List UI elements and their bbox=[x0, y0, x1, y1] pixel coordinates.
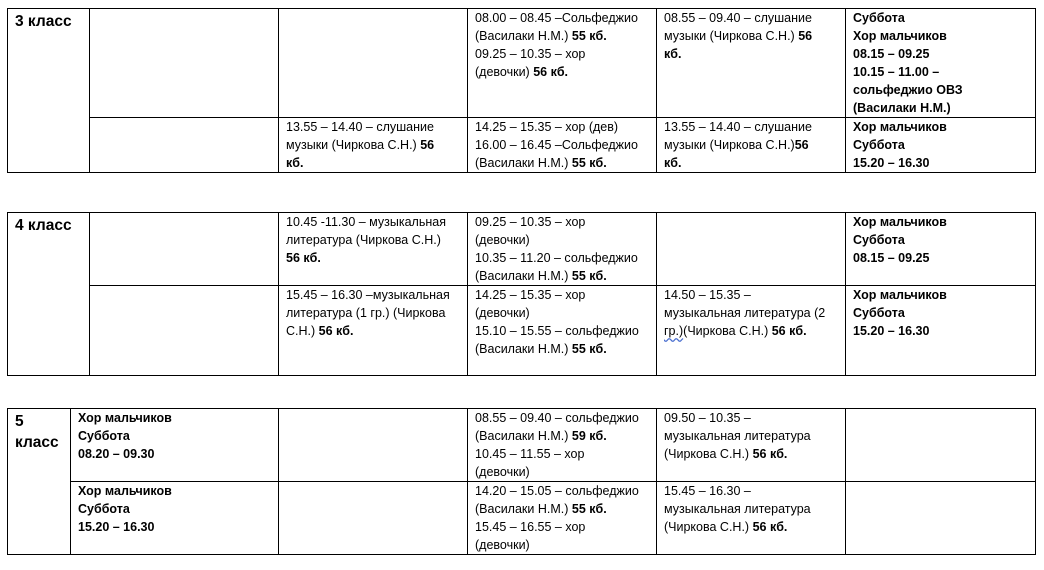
schedule-line bbox=[853, 154, 1031, 172]
room-label: Хор мальчиков bbox=[78, 411, 172, 425]
schedule-line bbox=[664, 9, 841, 27]
schedule-text: музыки (Чиркова С.Н.) bbox=[664, 29, 799, 43]
schedule-line bbox=[286, 231, 463, 249]
schedule-text: 08.00 – 08.45 –Сольфеджио bbox=[475, 11, 638, 25]
room-label: 15.20 – 16.30 bbox=[853, 324, 930, 338]
room-label: 56 bbox=[798, 29, 813, 43]
schedule-line bbox=[853, 304, 1031, 322]
schedule-line bbox=[286, 154, 463, 172]
schedule-text: (девочки) bbox=[475, 233, 530, 247]
room-label: Хор мальчиков bbox=[853, 288, 947, 302]
schedule-line bbox=[664, 427, 841, 445]
schedule-text: 09.25 – 10.35 – хор bbox=[475, 47, 586, 61]
schedule-text: 15.10 – 15.55 – сольфеджио bbox=[475, 324, 639, 338]
schedule-line bbox=[475, 463, 652, 481]
schedule-line bbox=[853, 9, 1031, 27]
room-label: сольфеджио ОВЗ bbox=[853, 83, 963, 97]
schedule-text: (Василаки Н.М.) bbox=[475, 502, 572, 516]
schedule-line bbox=[286, 118, 463, 136]
schedule-line bbox=[475, 231, 652, 249]
schedule-text: 10.45 -11.30 – музыкальная bbox=[286, 215, 446, 229]
room-label: 08.15 – 09.25 bbox=[853, 251, 930, 265]
schedule-cell bbox=[657, 9, 846, 118]
schedule-line bbox=[78, 500, 274, 518]
schedule-text: гр.) bbox=[664, 324, 684, 338]
room-label: 55 кб. bbox=[571, 342, 607, 356]
schedule-text: 09.25 – 10.35 – хор bbox=[475, 215, 586, 229]
room-label: кб. bbox=[664, 156, 682, 170]
room-label: Суббота bbox=[853, 11, 905, 25]
room-label: Суббота bbox=[853, 306, 905, 320]
schedule-cell bbox=[657, 118, 846, 173]
room-label: Суббота bbox=[78, 429, 130, 443]
grade-label bbox=[8, 213, 90, 376]
room-label: Суббота bbox=[853, 233, 905, 247]
schedule-table-grade-4 bbox=[7, 212, 1036, 376]
schedule-text: 13.55 – 14.40 – слушание bbox=[664, 120, 812, 134]
room-label: Хор мальчиков bbox=[853, 215, 947, 229]
room-label: 56 кб. bbox=[533, 65, 569, 79]
schedule-text: литература (Чиркова С.Н.) bbox=[286, 233, 441, 247]
schedule-cell bbox=[657, 213, 846, 286]
table-row bbox=[8, 118, 1036, 173]
schedule-text: (Василаки Н.М.) bbox=[475, 342, 572, 356]
schedule-cell bbox=[846, 482, 1036, 555]
grade-label bbox=[8, 9, 90, 173]
table-row bbox=[8, 213, 1036, 286]
schedule-line bbox=[286, 213, 463, 231]
schedule-line bbox=[853, 286, 1031, 304]
schedule-text: 08.55 – 09.40 – сольфеджио bbox=[475, 411, 639, 425]
schedule-line bbox=[475, 340, 652, 358]
schedule-line bbox=[78, 445, 274, 463]
room-label: 59 кб. bbox=[571, 429, 607, 443]
room-label: 56 кб. bbox=[752, 447, 788, 461]
room-label: 55 кб. bbox=[571, 269, 607, 283]
schedule-text: (девочки) bbox=[475, 538, 530, 552]
schedule-text: 10.45 – 11.55 – хор bbox=[475, 447, 585, 461]
schedule-text: (Василаки Н.М.) bbox=[475, 156, 572, 170]
schedule-text: (девочки) bbox=[475, 306, 530, 320]
schedule-text: 16.00 – 16.45 –Сольфеджио bbox=[475, 138, 638, 152]
schedule-line bbox=[475, 536, 652, 554]
schedule-line bbox=[475, 45, 652, 63]
schedule-line bbox=[475, 322, 652, 340]
table-row bbox=[8, 9, 1036, 118]
schedule-text: музыки (Чиркова С.Н.) bbox=[286, 138, 421, 152]
schedule-table-grade-3 bbox=[7, 8, 1036, 173]
schedule-cell bbox=[279, 9, 468, 118]
schedule-text: 15.45 – 16.30 – bbox=[664, 484, 751, 498]
schedule-line bbox=[853, 231, 1031, 249]
schedule-line bbox=[475, 304, 652, 322]
schedule-line bbox=[664, 154, 841, 172]
schedule-line bbox=[664, 304, 841, 322]
grade-label-line: 5 bbox=[15, 413, 24, 430]
schedule-line bbox=[475, 27, 652, 45]
room-label: Хор мальчиков bbox=[853, 120, 947, 134]
schedule-line bbox=[664, 482, 841, 500]
schedule-text: (Чиркова С.Н.) bbox=[664, 520, 753, 534]
schedule-text: (Чиркова С.Н.) bbox=[683, 324, 772, 338]
schedule-line bbox=[475, 445, 652, 463]
schedule-cell bbox=[90, 213, 279, 286]
schedule-text: (Василаки Н.М.) bbox=[475, 429, 572, 443]
room-label: 08.15 – 09.25 bbox=[853, 47, 930, 61]
schedule-line bbox=[475, 154, 652, 172]
schedule-text: (девочки) bbox=[475, 465, 530, 479]
schedule-cell bbox=[657, 286, 846, 376]
schedule-line bbox=[475, 286, 652, 304]
schedule-line bbox=[664, 409, 841, 427]
room-label: 56 кб. bbox=[318, 324, 354, 338]
schedule-line bbox=[78, 518, 274, 536]
room-label: Суббота bbox=[853, 138, 905, 152]
schedule-line bbox=[664, 286, 841, 304]
schedule-text: литература (1 гр.) (Чиркова bbox=[286, 306, 446, 320]
grade-label-line: 3 класс bbox=[15, 13, 72, 30]
schedule-text: 14.25 – 15.35 – хор (дев) bbox=[475, 120, 619, 134]
schedule-cell bbox=[71, 482, 279, 555]
schedule-cell bbox=[468, 482, 657, 555]
schedule-line bbox=[475, 482, 652, 500]
schedule-line bbox=[475, 409, 652, 427]
table-row bbox=[8, 409, 1036, 482]
schedule-line bbox=[664, 518, 841, 536]
room-label: 56 bbox=[420, 138, 435, 152]
room-label: 56 кб. bbox=[286, 251, 321, 265]
room-label: 15.20 – 16.30 bbox=[78, 520, 155, 534]
schedule-cell bbox=[90, 118, 279, 173]
schedule-line bbox=[475, 213, 652, 231]
table-row bbox=[8, 482, 1036, 555]
schedule-line bbox=[475, 136, 652, 154]
schedule-cell bbox=[468, 409, 657, 482]
schedule-line bbox=[78, 427, 274, 445]
schedule-line bbox=[853, 322, 1031, 340]
schedule-line bbox=[853, 45, 1031, 63]
schedule-cell bbox=[279, 213, 468, 286]
schedule-line bbox=[853, 63, 1031, 81]
schedule-text: 14.25 – 15.35 – хор bbox=[475, 288, 586, 302]
room-label: 56 bbox=[794, 138, 809, 152]
schedule-cell bbox=[468, 9, 657, 118]
table-row bbox=[8, 286, 1036, 376]
schedule-line bbox=[664, 500, 841, 518]
schedule-line bbox=[286, 304, 463, 322]
schedule-line bbox=[853, 81, 1031, 99]
schedule-text: 09.50 – 10.35 – bbox=[664, 411, 751, 425]
schedule-line bbox=[853, 136, 1031, 154]
schedule-text: 14.20 – 15.05 – сольфеджио bbox=[475, 484, 639, 498]
schedule-cell bbox=[90, 9, 279, 118]
schedule-text: 08.55 – 09.40 – слушание bbox=[664, 11, 812, 25]
schedule-line bbox=[664, 118, 841, 136]
schedule-text: (девочки) bbox=[475, 65, 534, 79]
room-label: 15.20 – 16.30 bbox=[853, 156, 930, 170]
room-label: 10.15 – 11.00 – bbox=[853, 65, 940, 79]
schedule-line bbox=[853, 99, 1031, 117]
schedule-line bbox=[475, 249, 652, 267]
schedule-line bbox=[286, 286, 463, 304]
schedule-line bbox=[475, 9, 652, 27]
schedule-line bbox=[286, 136, 463, 154]
schedule-line bbox=[475, 500, 652, 518]
schedule-text: 15.45 – 16.55 – хор bbox=[475, 520, 586, 534]
schedule-cell bbox=[657, 482, 846, 555]
schedule-line bbox=[664, 445, 841, 463]
schedule-line bbox=[78, 409, 274, 427]
schedule-text: 14.50 – 15.35 – bbox=[664, 288, 751, 302]
room-label: 56 кб. bbox=[752, 520, 788, 534]
schedule-text: 13.55 – 14.40 – слушание bbox=[286, 120, 434, 134]
room-label: 55 кб. bbox=[571, 29, 607, 43]
schedule-cell bbox=[279, 409, 468, 482]
schedule-line bbox=[853, 27, 1031, 45]
schedule-cell bbox=[279, 118, 468, 173]
schedule-text: музыки (Чиркова С.Н.) bbox=[664, 138, 795, 152]
room-label: Хор мальчиков bbox=[78, 484, 172, 498]
room-label: Суббота bbox=[78, 502, 130, 516]
schedule-line bbox=[853, 249, 1031, 267]
room-label: (Василаки Н.М.) bbox=[853, 101, 951, 115]
schedule-line bbox=[664, 136, 841, 154]
schedule-line bbox=[853, 118, 1031, 136]
room-label: 55 кб. bbox=[571, 502, 607, 516]
schedule-text: 15.45 – 16.30 –музыкальная bbox=[286, 288, 450, 302]
schedule-line bbox=[78, 482, 274, 500]
schedule-cell bbox=[846, 9, 1036, 118]
schedule-table-grade-5 bbox=[7, 408, 1036, 555]
schedule-line bbox=[475, 267, 652, 285]
schedule-cell bbox=[279, 286, 468, 376]
schedule-cell bbox=[279, 482, 468, 555]
schedule-cell bbox=[846, 213, 1036, 286]
schedule-cell bbox=[71, 409, 279, 482]
schedule-cell bbox=[657, 409, 846, 482]
schedule-text: С.Н.) bbox=[286, 324, 319, 338]
grade-label bbox=[8, 409, 71, 555]
grade-label-line: 4 класс bbox=[15, 217, 72, 234]
schedule-cell bbox=[468, 118, 657, 173]
schedule-text: музыкальная литература bbox=[664, 502, 811, 516]
room-label: Хор мальчиков bbox=[853, 29, 947, 43]
schedule-line bbox=[664, 322, 841, 340]
schedule-text: (Чиркова С.Н.) bbox=[664, 447, 753, 461]
schedule-cell bbox=[468, 286, 657, 376]
schedule-text: музыкальная литература bbox=[664, 429, 811, 443]
schedule-line bbox=[664, 27, 841, 45]
room-label: 08.20 – 09.30 bbox=[78, 447, 155, 461]
room-label: кб. bbox=[664, 47, 682, 61]
schedule-line bbox=[286, 322, 463, 340]
schedule-text: музыкальная литература (2 bbox=[664, 306, 826, 320]
schedule-line bbox=[475, 518, 652, 536]
schedule-cell bbox=[846, 118, 1036, 173]
schedule-line bbox=[475, 427, 652, 445]
schedule-cell bbox=[468, 213, 657, 286]
room-label: кб. bbox=[286, 156, 304, 170]
room-label: 56 кб. bbox=[771, 324, 807, 338]
schedule-line bbox=[475, 118, 652, 136]
schedule-cell bbox=[846, 409, 1036, 482]
schedule-text: (Василаки Н.М.) bbox=[475, 29, 572, 43]
schedule-line bbox=[664, 45, 841, 63]
schedule-cell bbox=[846, 286, 1036, 376]
schedule-text: 10.35 – 11.20 – сольфеджио bbox=[475, 251, 638, 265]
grade-label-line: класс bbox=[15, 434, 59, 451]
schedule-text: (Василаки Н.М.) bbox=[475, 269, 572, 283]
room-label: 55 кб. bbox=[571, 156, 607, 170]
schedule-line bbox=[853, 213, 1031, 231]
schedule-line bbox=[286, 249, 463, 267]
schedule-line bbox=[475, 63, 652, 81]
schedule-cell bbox=[90, 286, 279, 376]
